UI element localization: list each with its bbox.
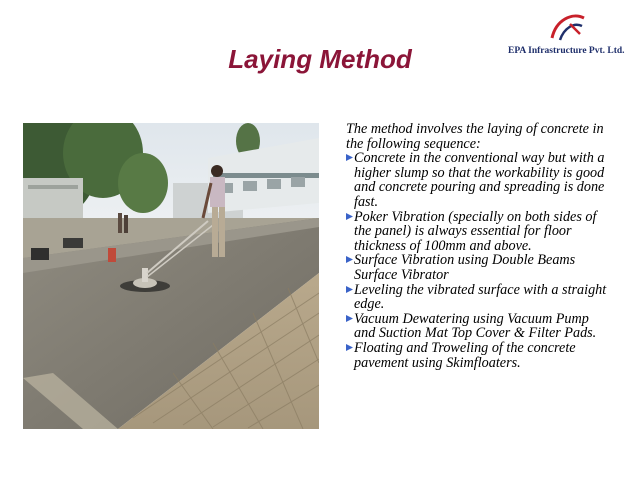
epa-swoosh-logo-icon bbox=[546, 10, 590, 44]
list-item bbox=[346, 253, 608, 282]
list-item bbox=[346, 283, 608, 312]
blue-arrow-bullet-icon bbox=[346, 154, 353, 161]
bullet-text: Poker Vibration (specially on both sides of the panel) is always essential for floor thickness of 100mm and above. bbox=[354, 208, 597, 254]
blue-arrow-bullet-icon bbox=[346, 213, 353, 220]
slide-title: Laying Method bbox=[228, 44, 412, 74]
bullet-text: Floating and Troweling of the concrete pavement using Skimfloaters. bbox=[354, 339, 576, 371]
bullet-text: Concrete in the conventional way but with a higher slump so that the workability is good and concrete pouring and spreading is done fast. bbox=[354, 150, 605, 210]
company-name: EPA Infrastructure Pvt. Ltd. bbox=[508, 46, 625, 56]
list-item bbox=[346, 341, 608, 370]
bullet-text: Surface Vibration using Double Beams Surface Vibrator bbox=[354, 252, 576, 283]
blue-arrow-bullet-icon bbox=[346, 256, 353, 263]
blue-arrow-bullet-icon bbox=[346, 286, 353, 293]
construction-photo bbox=[23, 123, 319, 429]
list-item bbox=[346, 151, 608, 209]
slide-body bbox=[346, 122, 608, 370]
list-item bbox=[346, 312, 608, 341]
bullet-list bbox=[346, 151, 608, 370]
list-item bbox=[346, 210, 608, 254]
bullet-text: Vacuum Dewatering using Vacuum Pump and Suction Mat Top Cover & Filter Pads. bbox=[354, 310, 597, 342]
intro-text: The method involves the laying of concrete in the following sequence: bbox=[346, 121, 604, 152]
bullet-text: Leveling the vibrated surface with a straight edge. bbox=[354, 281, 607, 313]
blue-arrow-bullet-icon bbox=[346, 344, 353, 351]
blue-arrow-bullet-icon bbox=[346, 315, 353, 322]
